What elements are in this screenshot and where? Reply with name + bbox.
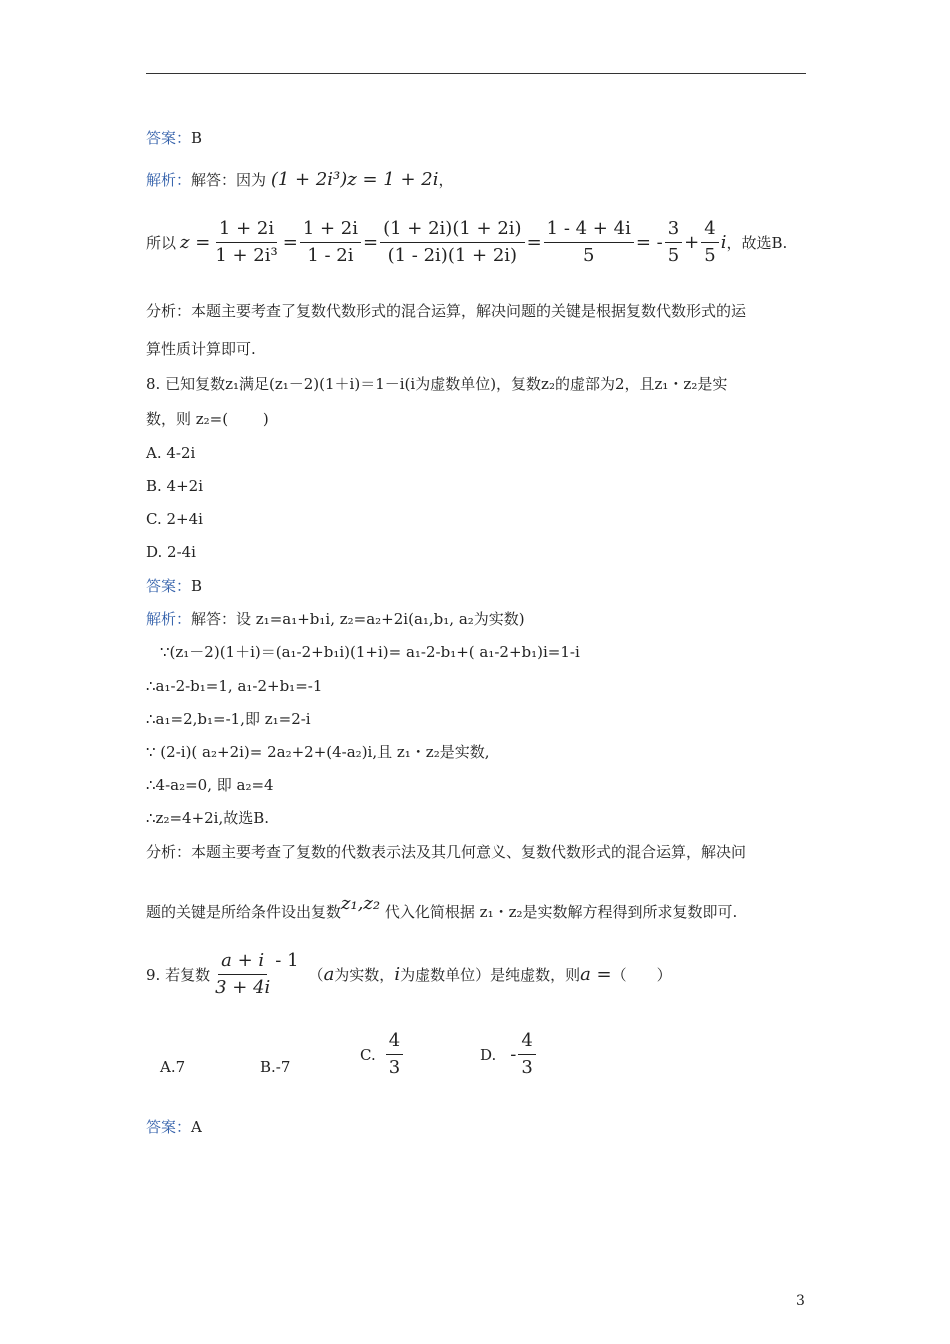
denominator: (1 - 2i)(1 + 2i): [387, 245, 518, 266]
answer-label: 答案：: [146, 129, 192, 147]
remark-text: 代入化简根据 z₁・z₂是实数解方程得到所求复数即可.: [380, 903, 738, 921]
q8-stem-line2: 数，则 z₂=( ): [146, 410, 269, 428]
q8-step: ∵ (2-i)( a₂+2i)= 2a₂+2+(4-a₂)i,且 z₁・z₂是实数,: [146, 743, 490, 761]
minus-one: - 1: [275, 949, 299, 971]
q8-option-b: B. 4+2i: [146, 477, 204, 495]
numerator: 1 + 2i: [300, 218, 361, 243]
numerator: 1 + 2i: [216, 218, 277, 243]
denominator: 5: [667, 245, 680, 266]
remark-z-symbols: z₁,z₂: [341, 893, 381, 914]
answer-label: 答案：: [146, 577, 192, 595]
q8-remark-line1: 分析：本题主要考查了复数的代数表示法及其几何意义、复数代数形式的混合运算，解决问: [146, 843, 747, 861]
numerator: 4: [701, 218, 718, 243]
denominator: 1 + 2i³: [215, 245, 278, 266]
i-symbol: i: [394, 963, 401, 985]
paren: （: [308, 965, 324, 984]
q8-remark-line2: [146, 893, 738, 922]
denominator: 3 + 4i: [215, 977, 271, 998]
q9-option-c: [360, 1030, 405, 1079]
q7-answer: [146, 128, 202, 148]
option-label: D.: [480, 1045, 497, 1064]
q7-remark-line2: 算性质计算即可.: [146, 340, 256, 358]
fraction: [544, 218, 634, 267]
q8-step: ∴a₁=2,b₁=-1,即 z₁=2-i: [146, 710, 311, 728]
answer-label: 答案：: [146, 1118, 192, 1136]
fraction: [518, 1030, 535, 1079]
q8-option-d: D. 2-4i: [146, 543, 196, 561]
step: 解答：设 z₁=a₁+b₁i, z₂=a₂+2i(a₁,b₁, a₂为实数): [191, 610, 525, 628]
so-label: 所以: [146, 233, 177, 252]
fraction: [212, 218, 280, 267]
numerator: 4: [386, 1030, 403, 1055]
page-number: 3: [796, 1293, 805, 1309]
a-equals: a =: [580, 963, 612, 985]
analysis-label: 解析：: [146, 610, 192, 628]
q8-step: ∴z₂=4+2i,故选B.: [146, 809, 270, 827]
q7-analysis: [146, 170, 453, 190]
fraction: [300, 218, 361, 267]
denominator: 3: [521, 1057, 533, 1078]
fraction: [386, 1030, 403, 1079]
q9-answer: [146, 1117, 202, 1137]
q8-analysis: [146, 609, 525, 629]
analysis-intro: 解答：因为: [191, 171, 267, 189]
q8-stem-line1: 8. 已知复数z₁满足(z₁－2)(1＋i)＝1－i(i为虚数单位)，复数z₂的虚部为2，且z₁・z₂是实: [146, 375, 728, 393]
fraction: [380, 218, 524, 267]
q8-step: ∴a₁-2-b₁=1, a₁-2+b₁=-1: [146, 677, 323, 695]
stem-text: （ ）: [611, 965, 672, 984]
answer-value: A: [191, 1118, 202, 1136]
stem-text: 为实数，: [334, 965, 395, 984]
stem-text: 为虚数单位）是纯虚数，则: [400, 965, 581, 984]
answer-value: B: [191, 577, 203, 595]
q7-derivation: 所以 z = $\frac{1 + 2i}{\text{1 + 2i³}}$ = $\frac{1 + 2i}{1 - 2i}$ = $\frac{(1 + 2i)(1 + 2i)}{(1 - 2i)(1 + 2i)}$ = $\frac{1 - 4 + 4i}{5}$ = - $\frac{3}{5}$ + $\frac{4}{5}$ i ，故选B.: [146, 218, 788, 266]
fraction: [212, 950, 273, 999]
q8-step: ∴4-a₂=0, 即 a₂=4: [146, 776, 274, 794]
denominator: 5: [583, 245, 595, 266]
choose-text: ，故选B.: [726, 233, 788, 252]
q8-step: ∵(z₁－2)(1＋i)＝(a₁-2+b₁i)(1+i)= a₁-2-b₁+( a₁-2+b₁)i=1-i: [160, 643, 580, 661]
q8-option-c: C. 2+4i: [146, 510, 203, 528]
comma: ，: [438, 171, 454, 189]
q9-stem: [146, 950, 672, 999]
numerator: a + i: [218, 950, 267, 975]
answer-value: B: [191, 129, 203, 147]
imaginary-unit: i: [720, 231, 727, 253]
fraction: [701, 218, 718, 267]
q9-option-b: B.-7: [260, 1058, 291, 1076]
numerator: (1 + 2i)(1 + 2i): [380, 218, 524, 243]
denominator: 5: [704, 245, 716, 266]
minus-sign: = -: [635, 231, 663, 253]
numerator: 1 - 4 + 4i: [544, 218, 634, 243]
z-equals: z =: [180, 231, 211, 253]
option-label: C.: [360, 1045, 376, 1064]
q9-option-a: A.7: [160, 1058, 186, 1076]
analysis-label: 解析：: [146, 171, 192, 189]
equation: (1 + 2i³)z = 1 + 2i: [270, 169, 439, 190]
numerator: 4: [518, 1030, 535, 1055]
a-symbol: a: [323, 963, 335, 985]
q9-option-d: [480, 1030, 538, 1079]
plus-sign: +: [684, 231, 700, 253]
q9-prefix: 9. 若复数: [146, 965, 211, 984]
q8-option-a: A. 4-2i: [146, 444, 196, 462]
remark-text: 题的关键是所给条件设出复数: [146, 903, 342, 921]
denominator: 1 - 2i: [307, 245, 354, 266]
numerator: 3: [665, 218, 682, 243]
q8-answer: [146, 576, 202, 596]
minus-sign: -: [510, 1044, 517, 1065]
q7-remark-line1: 分析：本题主要考查了复数代数形式的混合运算，解决问题的关键是根据复数代数形式的运: [146, 302, 747, 320]
fraction: [665, 218, 682, 267]
denominator: 3: [388, 1057, 401, 1078]
header-rule: [146, 73, 806, 74]
